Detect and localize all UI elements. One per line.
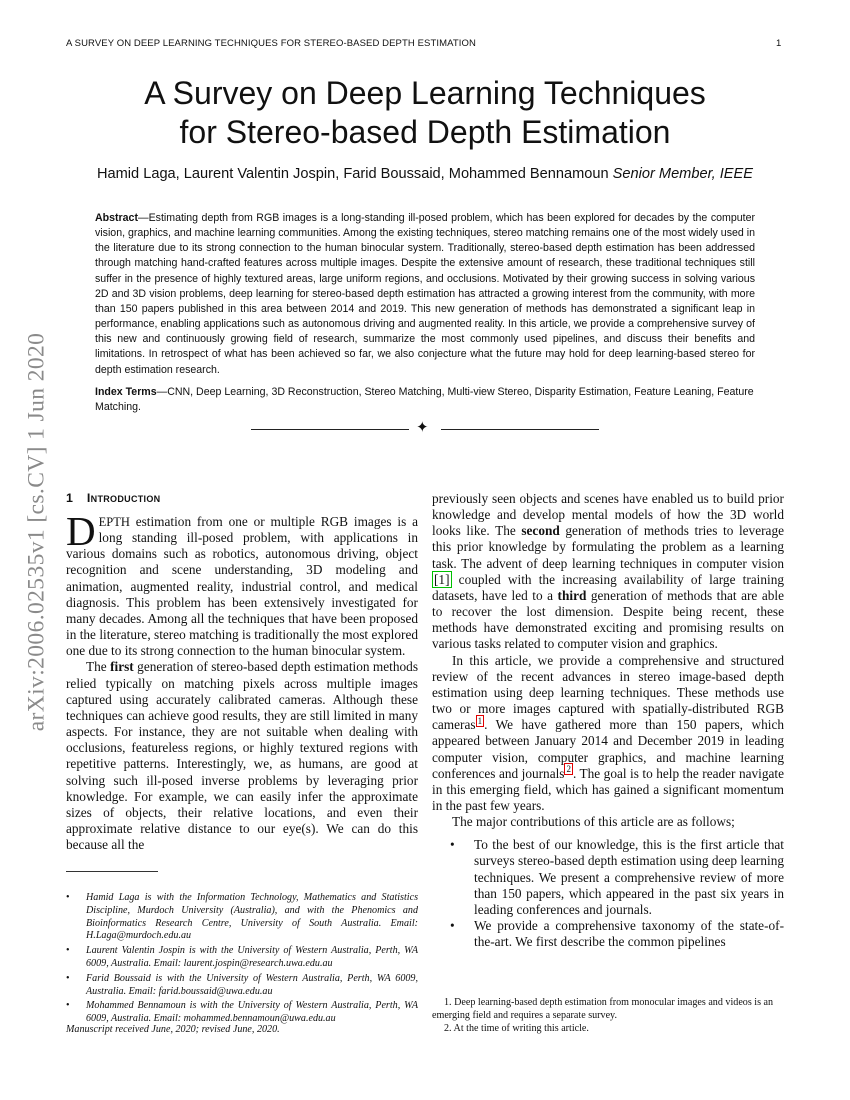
rp1-text-a: previously seen objects and scenes have enabled us to build prior knowledge and develop mental models of how the 3D world looks like. The xyxy=(432,491,784,539)
footnote-2: 2. At the time of writing this article. xyxy=(444,1022,589,1034)
rp2-text-b: . We have gathered more than 150 papers, which appeared between January 2014 and December 2019 in leading computer vision, computer graphics, and machine learning conferences and journals xyxy=(432,717,784,781)
manuscript-note: Manuscript received June, 2020; revised June, 2020. xyxy=(66,1024,280,1035)
index-terms xyxy=(95,385,755,415)
rp2-text-a: In this article, we provide a comprehensive and structured review of the recent advances in stereo image-based depth estimation using deep learning techniques. These methods use two or more images captured with spatially-distributed RGB cameras xyxy=(432,652,784,733)
author-names: Hamid Laga, Laurent Valentin Jospin, Farid Boussaid, Mohammed Bennamoun xyxy=(96,166,609,182)
rp2-text-c: . The goal is to help the reader navigate in this emerging field, which has gained a significant momentum in the past few years. xyxy=(432,765,784,813)
rp1-bold-second: second xyxy=(521,523,560,539)
page-number: 1 xyxy=(776,38,782,49)
author-membership: Senior Member, IEEE xyxy=(612,166,753,182)
abstract-label: Abstract xyxy=(95,212,138,224)
affiliation-item: • Hamid Laga is with the Information Technology, Mathematics and Statistics Discipline, Murdoch University (Australia), and with the Phenomics and Bioinformatics Research Centre, University of South Australia. Email: H.Laga@murdoch.edu.au xyxy=(66,892,418,942)
para2-post: generation of stereo-based depth estimation methods relied typically on matching pixels across multiple images captured using accurately calibrated cameras. Although these techniques can achieve good results, they are still limited in many aspects. For instance, they are not suitable when dealing with occlusions, featureless regions, or highly textured regions with repetitive patterns. Interestingly, we, as humans, are good at solving such ill-posed inverse problems by leveraging prior knowledge. For example, we can easily infer the approximate sizes of objects, their relative locations, and even their approximate relative distance to our eye(s). We can do this because all the xyxy=(66,659,418,853)
right-paragraph-1 xyxy=(432,491,784,653)
right-paragraph-2 xyxy=(432,653,784,815)
intro-paragraph-1-text: estimation from one or multiple RGB images is a long standing ill-posed problem, with applications in various domains such as robotics, autonomous driving, object recognition and scene understanding, 3D modeling and animation, augmented reality, industrial control, and medical diagnosis. This problem has been extensively investigated for many decades. Among all the techniques that have been proposed in the literature, stereo matching is traditionally the most explored one due to its strong connection to the human binocular system. xyxy=(66,514,418,659)
separator-rule-right xyxy=(441,429,599,430)
rp1-text-b: generation of methods tries to leverage this prior knowledge by formulating the problem as a learning task. The advent of deep learning techniques in computer vision xyxy=(432,523,784,571)
index-terms-label: Index Terms xyxy=(95,386,157,398)
arxiv-stamp xyxy=(15,322,61,742)
separator-star-icon: ✦ xyxy=(416,419,429,436)
left-column xyxy=(66,508,418,853)
index-terms-text: —CNN, Deep Learning, 3D Reconstruction, Stereo Matching, Multi-view Stereo, Disparity Estimation, Feature Leaning, Feature Matching. xyxy=(95,386,754,414)
arxiv-stamp-text: arXiv:2006.02535v1 [cs.CV] 1 Jun 2020 xyxy=(23,332,50,732)
drop-cap-smallcaps: EPTH xyxy=(98,515,130,529)
affiliation-item: • Laurent Valentin Jospin is with the University of Western Australia, Perth, WA 6009, Australia. Email: laurent.jospin@research.uwa.edu.au xyxy=(66,945,418,969)
abstract xyxy=(95,211,755,378)
footnote-1: 1. Deep learning-based depth estimation from monocular images and videos is an emerging field and requires a separate survey. xyxy=(432,997,774,1021)
abstract-text: —Estimating depth from RGB images is a long-standing ill-posed problem, which has been explored for decades by the computer vision, graphics, and machine learning communities. Among the existing techniques, stereo matching remains one of the most widely used in the literature due to its strong connection to the human binocular system. Traditionally, stereo-based depth estimation has been addressed through matching hand-crafted features across multiple images. Despite the extensive amount of research, these traditional techniques still suffer in the presence of highly textured areas, large uniform regions, and occlusions. Motivated by their growing success in solving various 2D and 3D vision problems, deep learning for stereo-based depth estimation has attracted a growing interest from the community, with more than 150 papers published in this area between 2014 and 2019. This new generation of methods has demonstrated a significant leap in performance, enabling applications such as autonomous driving and augmented reality. In this article, we provide a comprehensive survey of this new and continuously growing field of research, summarize the most commonly used pipelines, and discuss their benefits and limitations. In retrospect of what has been achieved so far, we also conjecture what the future may hold for deep learning-based stereo for depth estimation research. xyxy=(95,212,755,376)
intro-paragraph-2 xyxy=(66,659,418,853)
intro-paragraph-1 xyxy=(66,508,418,659)
right-column xyxy=(432,491,784,950)
citation-link[interactable]: [1] xyxy=(434,571,450,587)
section-heading xyxy=(66,491,160,505)
footnote-link-2[interactable]: 2 xyxy=(566,764,571,775)
right-paragraph-3: The major contributions of this article are as follows; xyxy=(452,814,735,830)
list-item: • To the best of our knowledge, this is the first article that surveys stereo-based depth estimation using deep learning techniques. We present a comprehensive review of more than 150 papers, which appeared in the past six years in leading conferences and journals. xyxy=(450,837,784,917)
section-title: Introduction xyxy=(86,491,161,505)
drop-cap: D xyxy=(66,508,96,554)
list-item-text: We provide a comprehensive taxonomy of the state-of-the-art. We first describe the common pipelines xyxy=(474,918,784,950)
paper-title xyxy=(60,74,790,152)
para2-bold: first xyxy=(110,659,134,675)
section-number: 1 xyxy=(66,491,73,505)
footnotes xyxy=(432,997,784,1035)
title-line-1: A Survey on Deep Learning Techniques xyxy=(144,75,706,111)
affiliation-text: Hamid Laga is with the Information Technology, Mathematics and Statistics Discipline, Murdoch University (Australia), and with the Phenomics and Bioinformatics Research Centre, University of South Australia. Email: H.Laga@murdoch.edu.au xyxy=(86,892,418,942)
footnote-link-1[interactable]: 1 xyxy=(477,715,483,726)
list-item: • We provide a comprehensive taxonomy of the state-of-the-art. We first describe the common pipelines xyxy=(450,918,784,950)
footnote-rule xyxy=(66,871,158,872)
contributions-list xyxy=(432,837,784,950)
separator-rule-left xyxy=(251,429,409,430)
para2-pre: The xyxy=(86,659,111,675)
running-head: A SURVEY ON DEEP LEARNING TECHNIQUES FOR STEREO-BASED DEPTH ESTIMATION xyxy=(66,38,476,49)
affiliations xyxy=(66,892,418,1028)
title-line-2: for Stereo-based Depth Estimation xyxy=(179,114,671,150)
affiliation-text: Farid Boussaid is with the University of Western Australia, Perth, WA 6009, Australia. Email: farid.boussaid@uwa.edu.au xyxy=(86,972,418,997)
affiliation-text: Laurent Valentin Jospin is with the University of Western Australia, Perth, WA 6009, Australia. Email: laurent.jospin@research.uwa.edu.au xyxy=(86,945,418,969)
author-list xyxy=(60,166,790,182)
rp1-text-d: generation of methods that are able to recover the lost dimension. Despite being recent, these methods have demonstrated exciting and promising results on various tasks related to computer vision and graphics. xyxy=(432,587,784,652)
rp1-bold-third: third xyxy=(557,587,587,603)
affiliation-item: • Farid Boussaid is with the University of Western Australia, Perth, WA 6009, Australia. Email: farid.boussaid@uwa.edu.au xyxy=(66,972,418,997)
list-item-text: To the best of our knowledge, this is the first article that surveys stereo-based depth estimation using deep learning techniques. We present a comprehensive review of more than 150 papers, which appeared in the past six years in leading conferences and journals. xyxy=(474,837,784,917)
rp1-text-c: coupled with the increasing availability of large training datasets, have led to a xyxy=(432,571,784,603)
affiliation-text: Mohammed Bennamoun is with the University of Western Australia, Perth, WA 6009, Australia. Email: mohammed.bennamoun@uwa.edu.au xyxy=(86,1000,418,1025)
affiliation-item: • Mohammed Bennamoun is with the University of Western Australia, Perth, WA 6009, Australia. Email: mohammed.bennamoun@uwa.edu.au xyxy=(66,1000,418,1025)
